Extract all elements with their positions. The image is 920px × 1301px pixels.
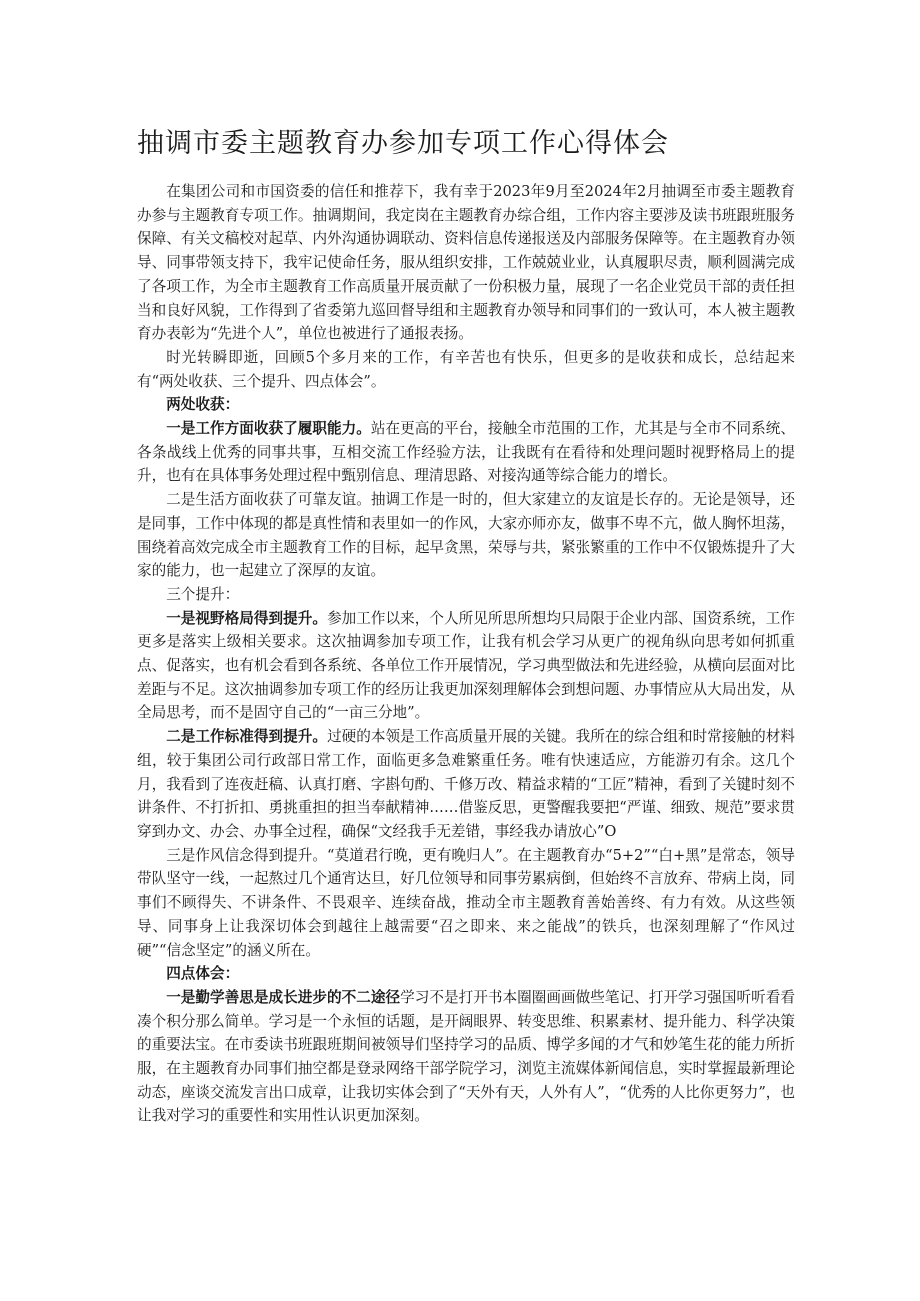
- gain-1-lead: 一是工作方面收获了履职能力。: [166, 420, 371, 438]
- improvement-1-text: 参加工作以来，个人所见所思所想均只局限于企业内部、国资系统，工作更多是落实上级相关要求。这次抽调参加专项工作，让我有机会学习从更广的视角纵向思考如何抓重点、促落实，也有机会看到各系统、各单位工作开展情况，学习典型做法和先进经验，从横向层面对比差距与不足。这次抽调参加专项工作的经历让我更加深刻理解体会到想问题、办事情应从大局出发，从全局思考，而不是固守自己的“一亩三分地”。: [137, 609, 795, 722]
- insight-1-lead: 一是勤学善思是成长进步的不二途径: [166, 988, 401, 1006]
- improvement-2-lead: 二是工作标准得到提升。: [166, 728, 328, 746]
- insight-1-text: 学习不是打开书本圈圈画画做些笔记、打开学习强国听听看看凑个积分那么简单。学习是一个永恒的话题，是开阔眼界、转变思维、积累素材、提升能力、科学决策的重要法宝。在市委读书班跟班期间被领导们坚持学习的品质、博学多闻的才气和妙笔生花的能力所折服，在主题教育办同事们抽空都是登录网络干部学院学习，浏览主流媒体新闻信息，实时掌握最新理论动态，座谈交流发言出口成章，让我切实体会到了“天外有天，人外有人”，“优秀的人比你更努力”，也让我对学习的重要性和实用性认识更加深刻。: [137, 988, 795, 1125]
- section-heading-two-gains: 两处收获：: [166, 396, 240, 414]
- paragraph-improvement-2: [137, 725, 795, 844]
- paragraph-gain-1: [137, 417, 795, 488]
- gain-1-text: 站在更高的平台，接触全市范围的工作，尤其是与全市不同系统、各条战线上优秀的同事共事，互相交流工作经验方法，让我既有在看待和处理问题时视野格局上的提升，也有在具体事务处理过程中甄别信息、理清思路、对接沟通等综合能力的增长。: [137, 420, 795, 485]
- document-body: [137, 180, 795, 1128]
- improvement-2-text: 过硬的本领是工作高质量开展的关键。我所在的综合组和时常接触的材料组，较于集团公司行政部日常工作，面临更多急难繁重任务。唯有快速适应，方能游刃有余。这几个月，我看到了连夜赶稿、认真打磨、字斟句酌、千修万改、精益求精的“工匠”精神，看到了关键时刻不讲条件、不打折扣、勇挑重担的担当奉献精神……借鉴反思，更警醒我要把“严谨、细致、规范”要求贯穿到办文、办会、办事全过程，确保“文经我手无差错，事经我办请放心”O: [137, 728, 795, 840]
- section-heading-four-insights: 四点体会：: [166, 965, 240, 983]
- paragraph-insight-1: [137, 986, 795, 1128]
- paragraph-improvement-1: [137, 607, 795, 726]
- paragraph-summary: 时光转瞬即逝，回顾5个多月来的工作，有辛苦也有快乐，但更多的是收获和成长，总结起来有“两处收获、三个提升、四点体会”。: [137, 348, 795, 390]
- paragraph-intro: 在集团公司和市国资委的信任和推荐下，我有幸于2023年9月至2024年2月抽调至市委主题教育办参与主题教育专项工作。抽调期间，我定岗在主题教育办综合组，工作内容主要涉及读书班跟班服务保障、有关文稿校对起草、内外沟通协调联动、资料信息传递报送及内部服务保障等。在主题教育办领导、同事带领支持下，我牢记使命任务，服从组织安排，工作兢兢业业，认真履职尽责，顺利圆满完成了各项工作，为全市主题教育工作高质量开展贡献了一份积极力量，展现了一名企业党员干部的责任担当和良好风貌，工作得到了省委第九巡回督导组和主题教育办领导和同事们的一致认可，本人被主题教育办表彰为“先进个人”，单位也被进行了通报表扬。: [137, 183, 795, 343]
- section-heading-three-improvements: 三个提升：: [166, 585, 240, 603]
- paragraph-improvement-3: 三是作风信念得到提升。“莫道君行晚，更有晚归人”。在主题教育办“5+2”“白+黑”是常态，领导带队坚守一线，一起熬过几个通宵达旦，好几位领导和同事劳累病倒，但始终不言放弃、带病上岗，同事们不顾得失、不讲条件、不畏艰辛、连续奋战，推动全市主题教育善始善终、有力有效。从这些领导、同事身上让我深切体会到越往上越需要“召之即来、来之能战”的铁兵，也深刻理解了“作风过硬”“信念坚定”的涵义所在。: [137, 846, 795, 959]
- document-title: 抽调市委主题教育办参加专项工作心得体会: [137, 128, 669, 159]
- improvement-1-lead: 一是视野格局得到提升。: [166, 609, 328, 627]
- paragraph-gain-2: 二是生活方面收获了可靠友谊。抽调工作是一时的，但大家建立的友谊是长存的。无论是领导，还是同事，工作中体现的都是真性情和表里如一的作风，大家亦师亦友，做事不卑不亢，做人胸怀坦荡，围绕着高效完成全市主题教育工作的目标，起早贪黑，荣辱与共，紧张繁重的工作中不仅锻炼提升了大家的能力，也一起建立了深厚的友谊。: [137, 491, 795, 580]
